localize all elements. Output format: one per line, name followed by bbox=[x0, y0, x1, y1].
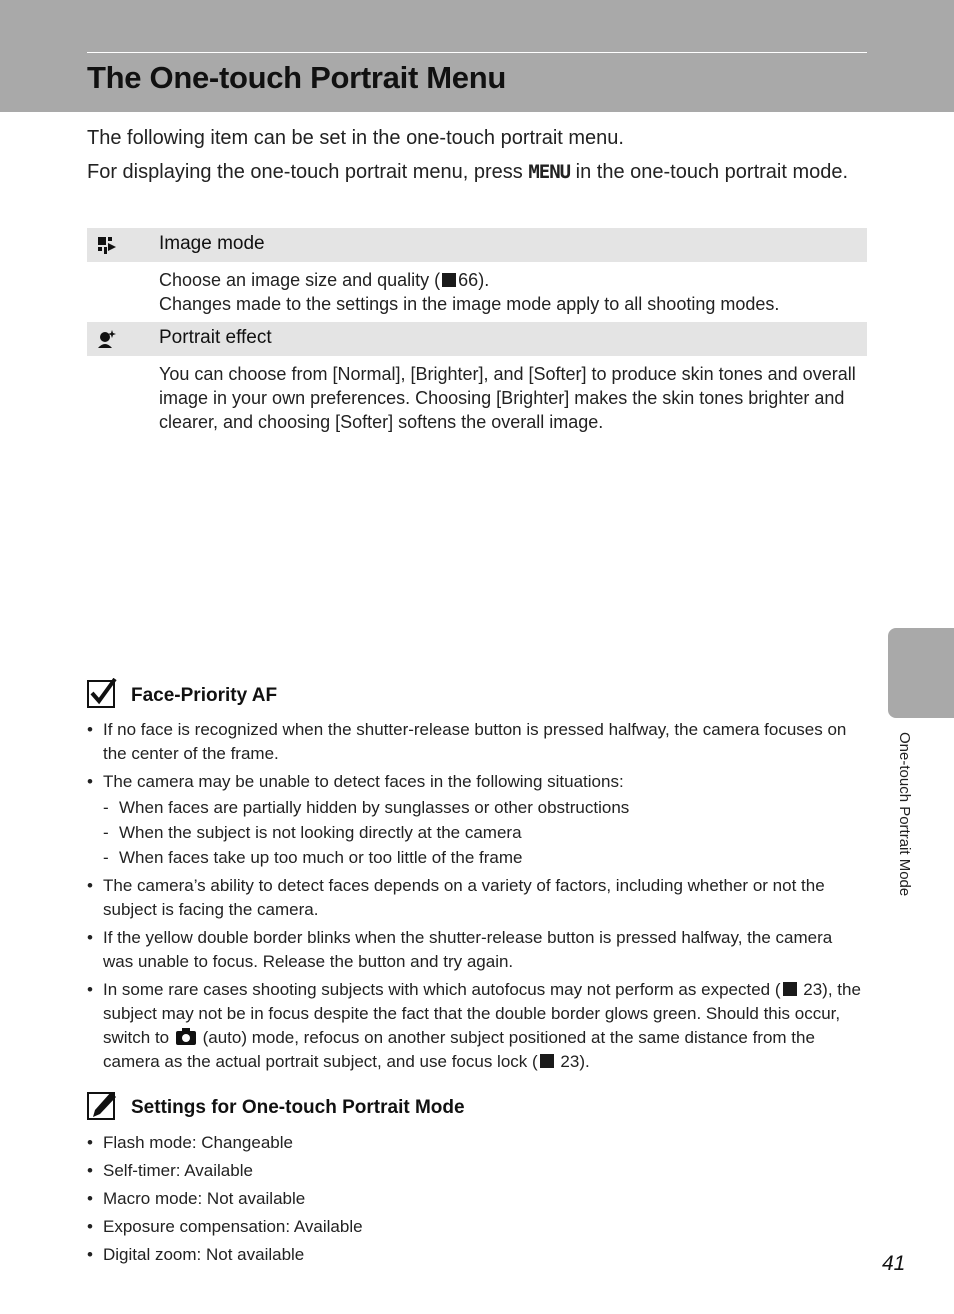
face-priority-note-heading bbox=[87, 678, 687, 712]
menu-item-portrait-effect bbox=[87, 322, 867, 356]
list-item: • The camera may be unable to detect faces in the following situations: - When faces are partially hidden by sunglasses or other obstructions - When the subject is not looking directly at the camera - When faces take up too much or too little of the frame bbox=[87, 770, 867, 870]
sub-list-item: - When faces take up too much or too little of the frame bbox=[103, 845, 867, 870]
checkmark-note-icon bbox=[87, 678, 117, 708]
list-item: • Flash mode: Changeable bbox=[87, 1131, 867, 1155]
menu-item-image-mode bbox=[87, 228, 867, 262]
list-item: • Self-timer: Available bbox=[87, 1159, 867, 1183]
list-item: • Exposure compensation: Available bbox=[87, 1215, 867, 1239]
menu-item-description: Choose an image size and quality ( 66). Changes made to the settings in the image mode apply to all shooting modes. bbox=[159, 270, 780, 314]
page-ref-icon bbox=[540, 1054, 554, 1068]
image-mode-icon bbox=[96, 234, 118, 256]
page-ref-icon bbox=[783, 982, 797, 996]
menu-item-label: Image mode bbox=[159, 233, 265, 254]
settings-note-heading bbox=[87, 1090, 687, 1124]
sub-list-item: - When faces are partially hidden by sunglasses or other obstructions bbox=[103, 795, 867, 820]
list-item: • In some rare cases shooting subjects with which autofocus may not perform as expected ( 23), the subject may not be in focus despite the fact that the double border glows green. Should this occur, switch to (auto) mode, refocus on another subject positioned at the same distance from the camera as the actual portrait subject, and use focus lock ( 23). bbox=[87, 978, 867, 1074]
note-title: Face-Priority AF bbox=[131, 685, 278, 706]
note-title: Settings for One-touch Portrait Mode bbox=[131, 1097, 465, 1118]
sub-list-item: - When the subject is not looking directly at the camera bbox=[103, 820, 867, 845]
list-item: • Macro mode: Not available bbox=[87, 1187, 867, 1211]
portrait-effect-icon bbox=[96, 328, 118, 350]
intro-line-2: For displaying the one-touch portrait menu, press MENU in the one-touch portrait mode. bbox=[87, 161, 849, 183]
page-number: 41 bbox=[882, 1252, 906, 1275]
list-item: • If the yellow double border blinks when the shutter-release button is pressed halfway, the camera was unable to focus. Release the button and try again. bbox=[87, 926, 867, 974]
menu-key: MENU bbox=[528, 161, 571, 183]
sub-list bbox=[103, 795, 867, 870]
face-priority-list bbox=[87, 718, 867, 1078]
intro-line-1: The following item can be set in the one-touch portrait menu. bbox=[87, 127, 624, 149]
settings-list bbox=[87, 1131, 867, 1271]
list-item: • The camera’s ability to detect faces depends on a variety of factors, including whether or not the subject is facing the camera. bbox=[87, 874, 867, 922]
camera-auto-icon bbox=[176, 1028, 196, 1045]
header-rule bbox=[87, 52, 867, 53]
side-tab-label: One-touch Portrait Mode bbox=[896, 732, 913, 897]
menu-item-label: Portrait effect bbox=[159, 327, 272, 348]
list-item: • If no face is recognized when the shutter-release button is pressed halfway, the camera focuses on the center of the frame. bbox=[87, 718, 867, 766]
page-ref-icon bbox=[442, 273, 456, 287]
page-title: The One-touch Portrait Menu bbox=[87, 60, 507, 95]
pencil-note-icon bbox=[87, 1090, 117, 1120]
list-item: • Digital zoom: Not available bbox=[87, 1243, 867, 1267]
side-tab bbox=[888, 628, 954, 718]
menu-item-description: You can choose from [Normal], [Brighter], and [Softer] to produce skin tones and overall image in your own preferences. Choosing [Brighter] makes the skin tones brighter and clearer, and choosing [Softer] softens the overall image. bbox=[159, 364, 856, 432]
